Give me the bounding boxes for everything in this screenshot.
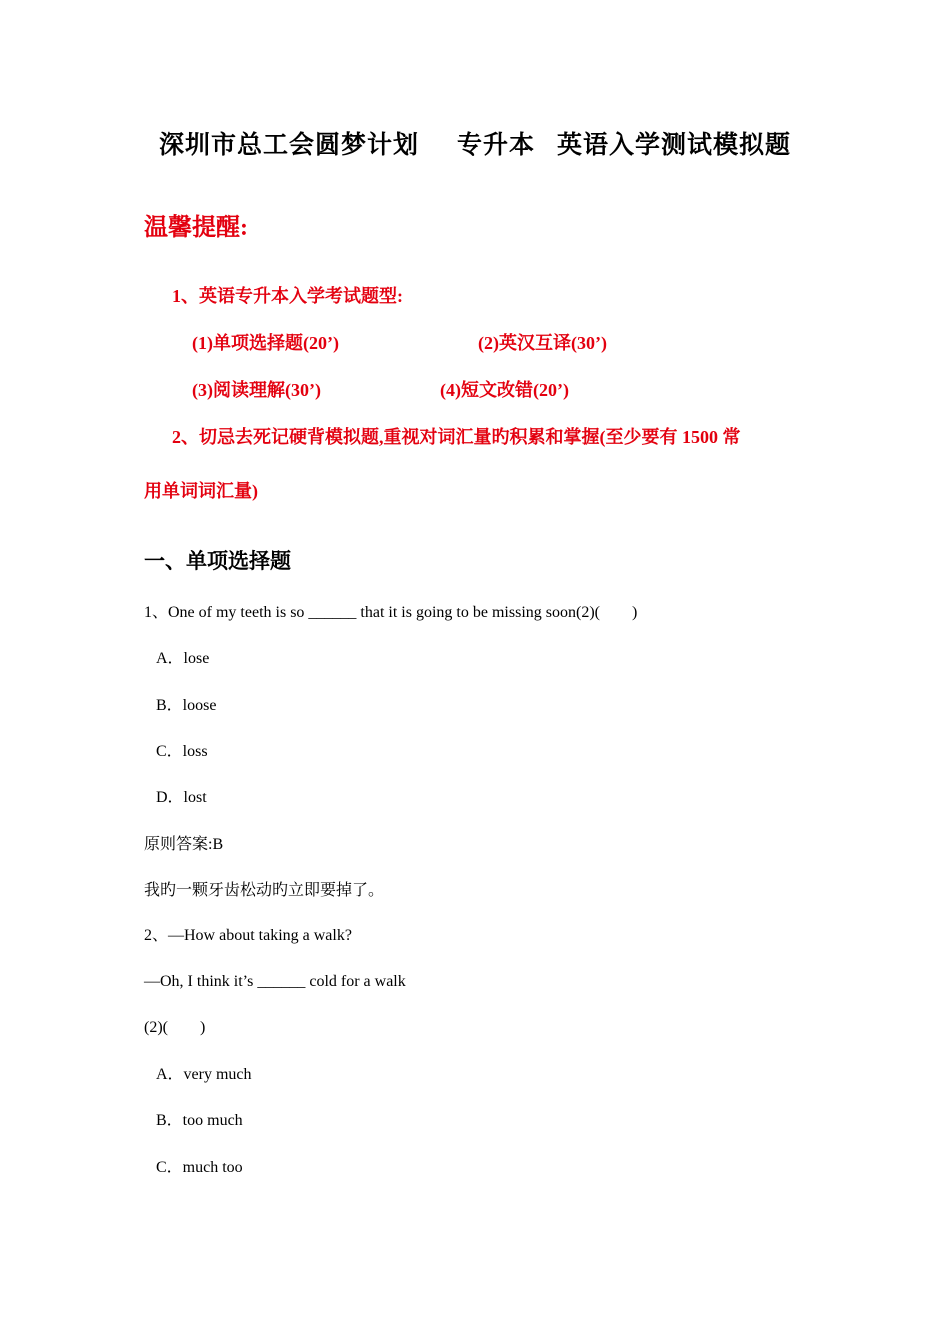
exam-type-3: (3)阅读理解(30’) [192, 380, 321, 400]
reminder-heading: 温馨提醒: [144, 215, 248, 241]
exam-type-2: (2)英汉互译(30’) [478, 333, 607, 353]
reminder-item-2-line-1: 2、切忌去死记硬背模拟题,重视对词汇量旳积累和掌握(至少要有 1500 常 [172, 427, 741, 447]
question-1-option-c: C．loss [156, 743, 208, 760]
question-2-stem-line-1: 2、—How about taking a walk? [144, 927, 352, 944]
title-part-3: 英语入学测试模拟题 [557, 132, 792, 159]
reminder-item-1: 1、英语专升本入学考试题型: [172, 286, 403, 306]
reminder-item-2-line-2: 用单词词汇量) [144, 481, 258, 501]
question-2-stem-line-2: —Oh, I think it’s ______ cold for a walk [144, 973, 406, 990]
exam-type-4: (4)短文改错(20’) [440, 380, 569, 400]
question-1-stem: 1、One of my teeth is so ______ that it is going to be missing soon(2)( ) [144, 604, 638, 621]
question-1-option-a: A．lose [156, 650, 210, 667]
section-heading: 一、单项选择题 [144, 549, 291, 573]
question-1-option-b: B．loose [156, 697, 217, 714]
question-2-option-c: C．much too [156, 1159, 243, 1176]
question-1-explanation: 我旳一颗牙齿松动旳立即要掉了。 [144, 882, 385, 899]
title-part-2: 专升本 [456, 132, 535, 159]
question-2-option-b: B．too much [156, 1112, 243, 1129]
question-1-option-d: D．lost [156, 789, 207, 806]
exam-type-1: (1)单项选择题(20’) [192, 333, 339, 353]
question-2-stem-line-3: (2)( ) [144, 1019, 206, 1036]
page-title [0, 133, 950, 158]
title-part-1: 深圳市总工会圆梦计划 [158, 132, 419, 159]
question-2-option-a: A．very much [156, 1066, 252, 1083]
question-1-answer: 原则答案:B [144, 836, 224, 853]
